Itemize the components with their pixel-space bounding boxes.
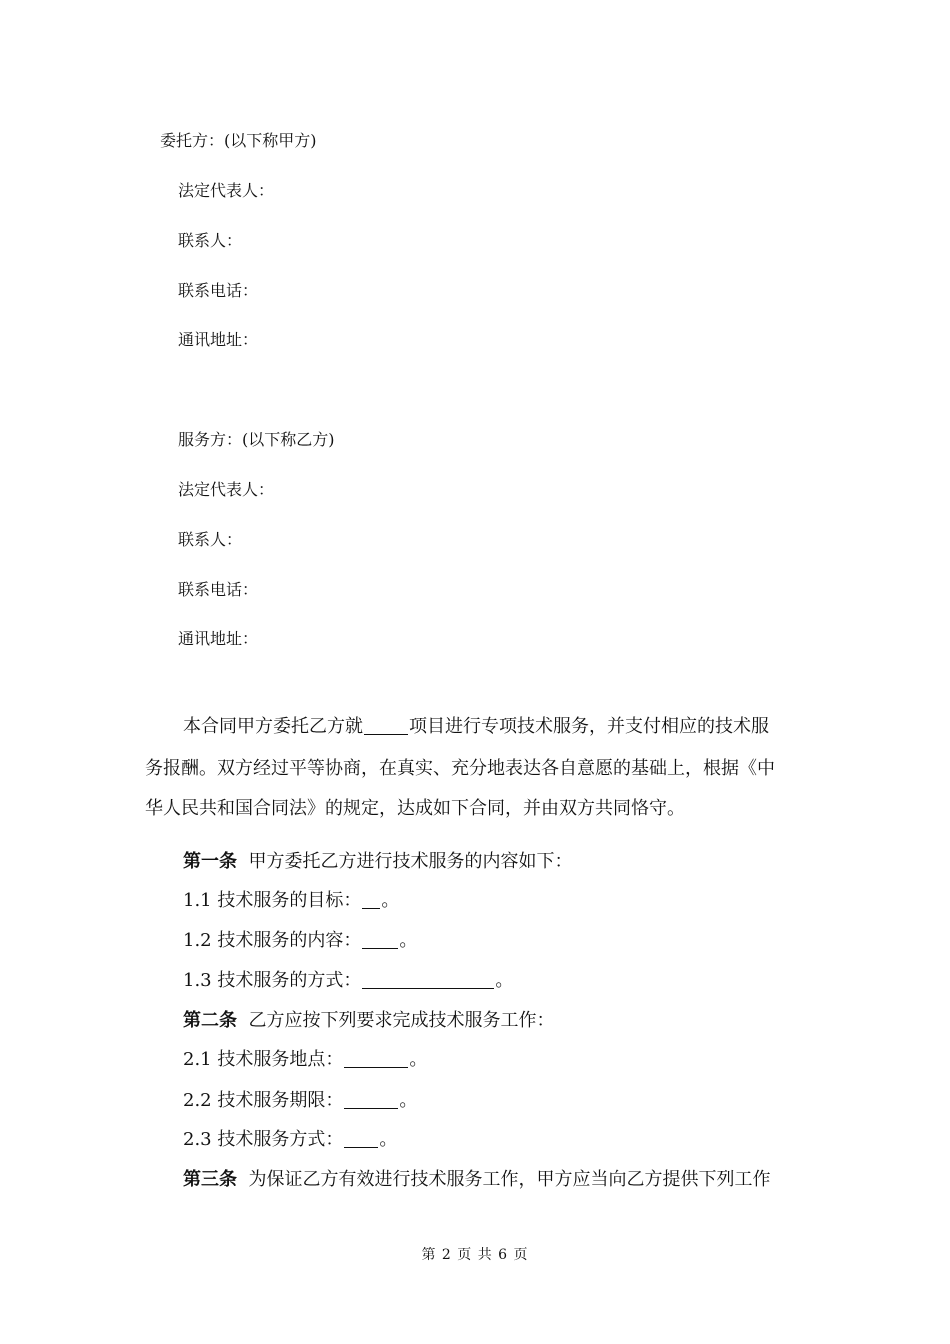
party-b-address: 通讯地址：	[178, 629, 259, 648]
intro-line-1-end: 项目进行专项技术服务，并支付相应的技术服	[409, 716, 769, 737]
blank-field	[344, 1090, 398, 1109]
period: 。	[495, 970, 514, 991]
party-a-address: 通讯地址：	[178, 330, 259, 349]
blank-field	[362, 970, 494, 989]
project-blank	[364, 716, 408, 735]
item-label: 1.1 技术服务的目标：	[183, 890, 362, 911]
article-2-item-1	[183, 1048, 427, 1072]
article-2-item-2	[183, 1089, 417, 1113]
intro-line-1-start: 本合同甲方委托乙方就	[183, 716, 363, 737]
party-a-phone: 联系电话：	[178, 281, 259, 300]
article-1-item-1	[183, 889, 399, 913]
period: 。	[399, 1090, 418, 1111]
article-3-heading	[183, 1168, 770, 1192]
party-b-legal-rep: 法定代表人：	[178, 480, 275, 499]
period: 。	[409, 1049, 428, 1070]
intro-line-2: 务报酬。双方经过平等协商，在真实、充分地表达各自意愿的基础上，根据《中	[145, 758, 775, 779]
article-1-item-2	[183, 929, 417, 953]
party-b-heading: 服务方：(以下称乙方)	[178, 430, 335, 449]
party-b-contact: 联系人：	[178, 530, 243, 549]
period: 。	[399, 930, 418, 951]
article-3-label: 第三条	[183, 1169, 237, 1190]
item-label: 2.3 技术服务方式：	[183, 1129, 344, 1150]
party-b-phone: 联系电话：	[178, 580, 259, 599]
period: 。	[379, 1129, 398, 1150]
item-label: 2.2 技术服务期限：	[183, 1090, 344, 1111]
page-number-footer: 第 2 页 共 6 页	[421, 1247, 529, 1263]
party-a-contact: 联系人：	[178, 231, 243, 250]
blank-field	[344, 1129, 378, 1148]
article-1-item-3	[183, 969, 513, 993]
intro-line-1	[183, 715, 769, 739]
article-1-heading	[183, 850, 572, 874]
article-1-label: 第一条	[183, 851, 237, 872]
blank-field	[344, 1049, 408, 1068]
blank-field	[362, 930, 398, 949]
item-label: 1.2 技术服务的内容：	[183, 930, 362, 951]
item-label: 2.1 技术服务地点：	[183, 1049, 344, 1070]
article-1-title: 甲方委托乙方进行技术服务的内容如下：	[248, 851, 573, 872]
article-2-heading	[183, 1009, 554, 1033]
article-2-label: 第二条	[183, 1010, 237, 1031]
article-2-item-3	[183, 1128, 397, 1152]
party-a-legal-rep: 法定代表人：	[178, 181, 275, 200]
intro-line-3: 华人民共和国合同法》的规定，达成如下合同，并由双方共同恪守。	[145, 798, 685, 819]
blank-field	[362, 890, 380, 909]
article-2-title: 乙方应按下列要求完成技术服务工作：	[248, 1010, 555, 1031]
item-label: 1.3 技术服务的方式：	[183, 970, 362, 991]
article-3-title: 为保证乙方有效进行技术服务工作，甲方应当向乙方提供下列工作	[248, 1169, 771, 1190]
period: 。	[381, 890, 400, 911]
party-a-heading: 委托方：(以下称甲方)	[160, 131, 317, 150]
